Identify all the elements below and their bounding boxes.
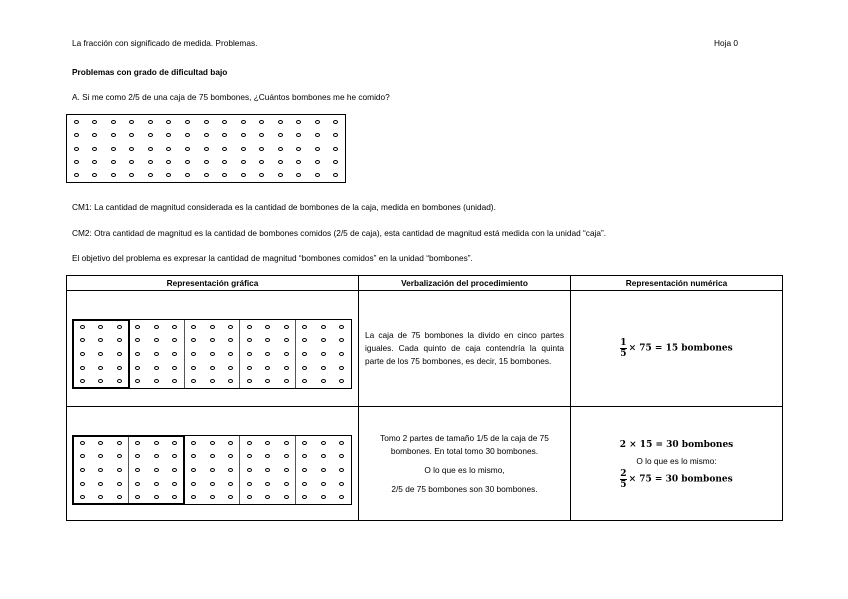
numeric-expr-2a: 2 × 15 = 30 bombones <box>619 439 734 450</box>
bombon-icon <box>339 352 344 356</box>
bombon-icon <box>148 147 153 151</box>
bombon-icon <box>296 133 301 137</box>
bombon-icon <box>191 366 196 370</box>
bombon-icon <box>339 366 344 370</box>
bombon-icon <box>210 338 215 342</box>
bombon-icon <box>185 133 190 137</box>
bombon-icon <box>185 147 190 151</box>
bombon-icon <box>210 366 215 370</box>
fifth-divider <box>295 436 296 504</box>
bombon-icon <box>339 454 344 458</box>
bombon-icon <box>185 120 190 124</box>
bombon-icon <box>284 379 289 383</box>
bombon-icon <box>111 160 116 164</box>
bombon-icon <box>228 495 233 499</box>
bombon-icon <box>259 160 264 164</box>
bombon-icon <box>284 441 289 445</box>
bombon-icon <box>339 482 344 486</box>
bombon-icon <box>321 338 326 342</box>
bombon-icon <box>339 379 344 383</box>
bombon-icon <box>315 173 320 177</box>
bombon-icon <box>315 160 320 164</box>
bombon-icon <box>296 120 301 124</box>
bombon-icon <box>247 454 252 458</box>
bombon-icon <box>166 120 171 124</box>
bombon-icon <box>241 147 246 151</box>
bombon-icon <box>265 338 270 342</box>
bombon-icon <box>228 482 233 486</box>
numeric-expr-1: × 75 = 15 bombones <box>628 343 733 354</box>
bombon-icon <box>148 160 153 164</box>
bombon-icon <box>259 173 264 177</box>
bombon-icon <box>191 338 196 342</box>
bombon-icon <box>92 147 97 151</box>
problem-statement: A. Si me como 2/5 de una caja de 75 bombones, ¿Cuántos bombones me he comido? <box>72 92 390 102</box>
note-cm1: CM1: La cantidad de magnitud considerada es la cantidad de bombones de la caja, medida en bombones (unidad). <box>72 202 496 212</box>
bombon-icon <box>148 120 153 124</box>
selected-parts-highlight <box>72 435 185 505</box>
table-row <box>67 407 783 521</box>
sheet-label: Hoja 0 <box>714 38 738 48</box>
bombon-icon <box>210 325 215 329</box>
graphic-cell-2 <box>67 407 359 521</box>
bombon-icon <box>210 495 215 499</box>
bombon-icon <box>247 468 252 472</box>
bombon-icon <box>284 482 289 486</box>
bombon-icon <box>296 173 301 177</box>
bombon-icon <box>222 133 227 137</box>
bombon-icon <box>210 352 215 356</box>
bombon-icon <box>284 454 289 458</box>
bombon-icon <box>333 147 338 151</box>
bombon-icon <box>74 173 79 177</box>
bombon-icon <box>154 379 159 383</box>
bombon-icon <box>228 379 233 383</box>
bombon-icon <box>259 133 264 137</box>
bombon-icon <box>321 468 326 472</box>
bombon-icon <box>111 173 116 177</box>
numeric-cell-1 <box>571 291 783 407</box>
bombon-icon <box>265 495 270 499</box>
fifth-divider <box>239 436 240 504</box>
bombon-icon <box>247 495 252 499</box>
bombon-icon <box>135 352 140 356</box>
fifth-divider <box>184 320 185 388</box>
bombon-icon <box>259 120 264 124</box>
bombon-icon <box>265 366 270 370</box>
bombon-icon <box>92 160 97 164</box>
note-cm2: CM2: Otra cantidad de magnitud es la cantidad de bombones comidos (2/5 de caja), esta cantidad de magnitud está medida con la unidad “caja”. <box>72 228 607 238</box>
bombon-icon <box>278 120 283 124</box>
bombon-icon <box>339 468 344 472</box>
bombon-icon <box>265 441 270 445</box>
bombon-icon <box>135 325 140 329</box>
bombon-icon <box>210 454 215 458</box>
bombon-icon <box>135 366 140 370</box>
bombon-icon <box>278 133 283 137</box>
bombon-icon <box>321 441 326 445</box>
fifth-divider <box>239 320 240 388</box>
bombon-icon <box>74 160 79 164</box>
bombon-icon <box>302 352 307 356</box>
bombon-icon <box>166 160 171 164</box>
bombon-icon <box>191 441 196 445</box>
bombon-icon <box>302 468 307 472</box>
bombon-icon <box>129 133 134 137</box>
bombon-icon <box>339 495 344 499</box>
bombon-icon <box>135 379 140 383</box>
bombon-icon <box>191 468 196 472</box>
bombones-box-fifth <box>72 319 352 389</box>
bombon-icon <box>241 120 246 124</box>
verbal-text-2c: 2/5 de 75 bombones son 30 bombones. <box>391 483 538 494</box>
bombon-icon <box>191 495 196 499</box>
bombon-icon <box>154 325 159 329</box>
bombon-icon <box>265 325 270 329</box>
bombon-icon <box>222 147 227 151</box>
bombon-icon <box>222 173 227 177</box>
bombon-icon <box>228 468 233 472</box>
bombon-icon <box>333 160 338 164</box>
bombon-icon <box>339 441 344 445</box>
bombon-icon <box>154 366 159 370</box>
bombon-icon <box>204 160 209 164</box>
bombon-icon <box>172 325 177 329</box>
bombon-icon <box>241 133 246 137</box>
bombon-icon <box>259 147 264 151</box>
bombon-icon <box>265 352 270 356</box>
bombon-icon <box>210 379 215 383</box>
document-title: La fracción con significado de medida. Problemas. <box>72 38 258 48</box>
selected-parts-highlight <box>72 319 130 389</box>
bombon-icon <box>172 338 177 342</box>
header-graphic: Representación gráfica <box>67 276 359 291</box>
bombon-icon <box>185 160 190 164</box>
bombon-icon <box>129 147 134 151</box>
bombon-icon <box>296 147 301 151</box>
bombon-icon <box>247 325 252 329</box>
header-verbal: Verbalización del procedimiento <box>359 276 571 291</box>
bombon-icon <box>210 482 215 486</box>
bombon-icon <box>154 338 159 342</box>
bombon-icon <box>278 173 283 177</box>
bombon-icon <box>166 173 171 177</box>
verbal-cell-1 <box>359 291 571 407</box>
bombon-icon <box>321 325 326 329</box>
bombon-icon <box>166 147 171 151</box>
bombon-icon <box>315 147 320 151</box>
bombon-icon <box>111 147 116 151</box>
bombon-icon <box>191 352 196 356</box>
bombon-icon <box>247 366 252 370</box>
bombon-icon <box>284 338 289 342</box>
fraction-1-5: $\frac{1}{5}$ <box>620 338 627 359</box>
bombon-icon <box>321 352 326 356</box>
header-numeric: Representación numérica <box>571 276 783 291</box>
bombon-icon <box>228 352 233 356</box>
bombon-icon <box>315 133 320 137</box>
bombon-icon <box>339 325 344 329</box>
verbal-cell-2 <box>359 407 571 521</box>
bombon-icon <box>111 133 116 137</box>
bombon-icon <box>191 379 196 383</box>
bombon-icon <box>74 133 79 137</box>
bombon-icon <box>247 482 252 486</box>
bombon-icon <box>148 173 153 177</box>
bombon-icon <box>333 120 338 124</box>
bombon-icon <box>321 454 326 458</box>
bombon-icon <box>228 454 233 458</box>
bombon-icon <box>191 454 196 458</box>
bombon-icon <box>296 160 301 164</box>
bombon-icon <box>284 325 289 329</box>
bombon-icon <box>284 352 289 356</box>
procedure-table <box>66 275 783 521</box>
bombon-icon <box>92 120 97 124</box>
bombon-icon <box>321 495 326 499</box>
bombon-icon <box>191 325 196 329</box>
bombon-icon <box>204 173 209 177</box>
bombon-icon <box>333 173 338 177</box>
bombon-icon <box>265 482 270 486</box>
bombon-icon <box>154 352 159 356</box>
bombon-icon <box>302 495 307 499</box>
bombon-icon <box>166 133 171 137</box>
bombon-icon <box>284 468 289 472</box>
numeric-expr-2c: × 75 = 30 bombones <box>628 474 733 485</box>
bombon-icon <box>247 441 252 445</box>
bombon-icon <box>191 482 196 486</box>
bombon-icon <box>204 133 209 137</box>
bombon-icon <box>129 173 134 177</box>
note-objective: El objetivo del problema es expresar la cantidad de magnitud “bombones comidos” en la unidad “bombones”. <box>72 253 473 263</box>
fraction-2-5: $\frac{2}{5}$ <box>620 468 627 490</box>
graphic-cell-1 <box>67 291 359 407</box>
bombon-icon <box>129 160 134 164</box>
bombon-icon <box>204 120 209 124</box>
bombones-box <box>66 114 346 183</box>
bombon-icon <box>265 468 270 472</box>
bombon-icon <box>284 495 289 499</box>
bombon-icon <box>302 338 307 342</box>
bombon-icon <box>339 338 344 342</box>
bombon-icon <box>210 468 215 472</box>
bombon-icon <box>172 366 177 370</box>
table-row <box>67 291 783 407</box>
bombon-icon <box>321 366 326 370</box>
verbal-text-2a: Tomo 2 partes de tamaño 1/5 de la caja de 75 bombones. En total tomo 30 bombones. <box>380 432 549 456</box>
verbal-text-2b: O lo que es lo mismo, <box>424 464 505 475</box>
bombon-icon <box>247 379 252 383</box>
bombon-icon <box>241 173 246 177</box>
bombon-icon <box>129 120 134 124</box>
numeric-cell-2 <box>571 407 783 521</box>
bombon-icon <box>247 352 252 356</box>
bombon-icon <box>222 120 227 124</box>
bombon-icon <box>265 379 270 383</box>
verbal-text-1: La caja de 75 bombones la divido en cinco partes iguales. Cada quinto de caja contendría la quinta parte de los 75 bombones, es decir, 15 bombones. <box>365 330 564 366</box>
bombon-icon <box>228 338 233 342</box>
bombon-icon <box>315 120 320 124</box>
bombon-icon <box>302 325 307 329</box>
bombon-icon <box>228 325 233 329</box>
bombon-icon <box>302 454 307 458</box>
bombon-icon <box>302 482 307 486</box>
bombon-icon <box>278 147 283 151</box>
bombon-icon <box>321 379 326 383</box>
bombon-icon <box>302 441 307 445</box>
bombon-icon <box>172 379 177 383</box>
bombon-icon <box>302 379 307 383</box>
bombon-icon <box>92 133 97 137</box>
bombon-icon <box>247 338 252 342</box>
bombon-icon <box>92 173 97 177</box>
bombones-box-two-fifths <box>72 435 352 505</box>
bombon-icon <box>265 454 270 458</box>
bombon-icon <box>284 366 289 370</box>
bombon-icon <box>148 133 153 137</box>
section-title: Problemas con grado de dificultad bajo <box>72 67 228 77</box>
bombon-icon <box>321 482 326 486</box>
bombon-icon <box>74 120 79 124</box>
numeric-text-2b: O lo que es lo mismo: <box>636 455 717 466</box>
bombon-icon <box>278 160 283 164</box>
bombon-icon <box>74 147 79 151</box>
bombon-icon <box>333 133 338 137</box>
bombon-icon <box>172 352 177 356</box>
bombon-icon <box>302 366 307 370</box>
bombon-icon <box>222 160 227 164</box>
fifth-divider <box>295 320 296 388</box>
bombon-icon <box>210 441 215 445</box>
bombon-icon <box>185 173 190 177</box>
bombon-icon <box>111 120 116 124</box>
bombon-icon <box>204 147 209 151</box>
bombon-icon <box>228 441 233 445</box>
bombon-icon <box>241 160 246 164</box>
bombon-icon <box>135 338 140 342</box>
bombon-icon <box>228 366 233 370</box>
